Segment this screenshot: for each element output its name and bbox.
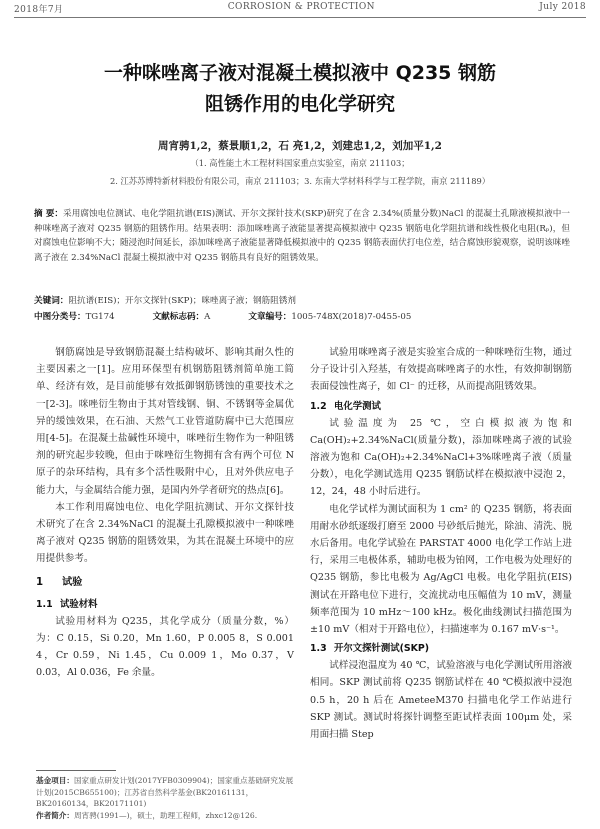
article-meta	[34, 310, 570, 322]
materials-paragraph: 试验用材料为 Q235，其化学成分（质量分数，%）为：C 0.15，Si 0.20，Mn 1.60，P 0.005 8，S 0.001 4，Cr 0.59，Ni 1.45，Cu 0.009 1，Mo 0.37，V 0.03，Al 0.036，Fe 余量。	[36, 615, 294, 679]
keywords-text: 阻抗谱(EIS)；开尔文探针(SKP)；咪唑离子液；钢筋阻锈剂	[68, 296, 296, 306]
affiliation-2: 2. 江苏苏博特新材料股份有限公司，南京 211103；3. 东南大学材料科学与工程学院，南京 211189）	[109, 176, 491, 186]
electrochem-paragraph-1: 试验温度为 25 ℃，空白模拟液为饱和 Ca(OH)₂+2.34%NaCl(质量分数)，添加咪唑离子液的试验溶液为饱和 Ca(OH)₂+2.34%NaCl+3%咪唑离子液（质量分数），电化学测试选用 Q235 钢筋试样在模拟液中浸泡 2，12，24，48 小时后进行。	[310, 417, 572, 498]
header-rule	[14, 17, 586, 18]
footnotes	[36, 775, 298, 821]
author-bio-note: 作者简介：周宵骋(1991—)，硕士，助理工程师，zhxc12@126.	[36, 810, 258, 820]
keywords-label: 关键词：	[34, 296, 69, 306]
electrochem-paragraph-2: 电化学试样为测试面积为 1 cm² 的 Q235 钢筋，将表面用耐水砂纸逐级打磨至 2000 号砂纸后抛光，除油、清洗、脱水后备用。电化学试验在 PARSTAT 4000 电化学工作站上进行，采用三电极体系，辅助电极为铂网，工作电极为处理好的 Q235 钢筋，参比电极为 Ag/AgCl 电极。电化学阻抗(EIS)测试在开路电位下进行，交流扰动电压幅值为 10 mV，测量频率范围为 10 mHz～100 kHz。极化曲线测试扫描范围为 ±10 mV（相对于开路电位），扫描速率为 0.167 mV·s⁻¹。	[310, 503, 572, 636]
clc-number: 中图分类号：TG174	[34, 312, 115, 322]
header-issue: July 2018	[539, 2, 586, 12]
funding-note: 基金项目：国家重点研发计划(2017YFB0309904)；国家重点基础研究发展计划(2015CB655100)；江苏省自然科学基金(BK20161131，BK20160134，BK20171101)	[36, 776, 294, 809]
inhibitor-paragraph: 试验用咪唑离子液是实验室合成的一种咪唑衍生物，通过分子设计引入羟基，有效提高咪唑离子的水性，有效抑制钢筋表面侵蚀性离子，如 Cl⁻ 的迁移，从而提高阻锈效果。	[310, 347, 572, 393]
title-line-2: 阻锈作用的电化学研究	[204, 93, 395, 115]
abstract-text: 采用腐蚀电位测试、电化学阻抗谱(EIS)测试、开尔文探针技术(SKP)研究了在含 2.34%(质量分数)NaCl 的混凝土孔隙液模拟液中一种咪唑离子液对 Q235 钢筋的阻锈作用。结果表明：添加咪唑离子液能显著提高模拟液中 Q235 钢筋电化学阻抗谱和线性极化电阻(Rₚ)，但对腐蚀电位影响不大；随浸泡时间延长，添加咪唑离子液能显著降低模拟液中的 Q235 钢筋表面伏打电位差，结合腐蚀形貌观察，说明该咪唑离子液在 2.34%NaCl 混凝土模拟液中对 Q235 钢筋具有良好的阻锈效果。	[34, 209, 570, 263]
abstract	[34, 207, 570, 265]
intro-paragraph-2: 本工作利用腐蚀电位、电化学阻抗测试、开尔文探针技术研究了在含 2.34%NaCl 的混凝土孔隙模拟液中一种咪唑离子液对 Q235 钢筋的阻锈效果，为其在混凝土环境中的应用提供参考。	[36, 501, 294, 565]
right-column	[310, 344, 572, 743]
left-column	[36, 344, 294, 681]
intro-paragraph-1: 钢筋腐蚀是导致钢筋混凝土结构破坏、影响其耐久性的主要因素之一[1]。应用环保型有机钢筋阻锈剂简单施工简单、经济有效，是目前能够有效抵御钢筋锈蚀的重要技术之一[2-3]。咪唑衍生物由于其对管线钢、铜、不锈钢等金属优异的缓蚀效果，在石油、天然气工业管道防腐中已大范围应用[4-5]。在混凝土盐碱性环境中，咪唑衍生物作为一种阻锈剂的研究起步较晚，但由于咪唑衍生物拥有含有两个可位 N 原子的杂环结构，具有多个活性吸附中心，且对外供应电子能力大，与金属结合能力强，是国内外学者研究的热点[6]。	[36, 347, 294, 496]
section-1-3-heading: 1.3 开尔文探针测试(SKP)	[310, 643, 430, 655]
paper-title	[30, 58, 570, 120]
article-number: 文章编号：1005-748X(2018)7-0455-05	[248, 312, 412, 322]
title-line-1: 一种咪唑离子液对混凝土模拟液中 Q235 钢筋	[103, 62, 497, 84]
section-1-2-heading: 1.2 电化学测试	[310, 400, 381, 412]
author-list: 周宵骋1,2，蔡景顺1,2，石 亮1,2，刘建忠1,2，刘加平1,2	[158, 140, 442, 152]
section-1-1-heading: 1.1 试验材料	[36, 598, 98, 610]
section-1-heading: 1 试验	[36, 576, 83, 588]
keywords	[34, 294, 570, 306]
header-journal: CORROSION & PROTECTION	[227, 2, 375, 12]
affiliation-1: （1. 高性能土木工程材料国家重点实验室，南京 211103；	[190, 158, 410, 168]
abstract-label: 摘 要：	[34, 209, 64, 219]
skp-paragraph: 试样浸泡温度为 40 ℃，试验溶液与电化学测试所用溶液相同。SKP 测试前将 Q235 钢筋试样在 40 ℃模拟液中浸泡 0.5 h，20 h 后在 AmeteeM370 扫描电化学工作站进行 SKP 测试。测试时将探针调整至距试样表面 100μm 处，采用面扫描 Step	[310, 660, 572, 741]
document-code: 文献标志码：A	[152, 312, 211, 322]
running-header	[14, 2, 586, 16]
footnote-rule	[36, 770, 116, 771]
header-date: 2018年7月	[14, 5, 64, 15]
